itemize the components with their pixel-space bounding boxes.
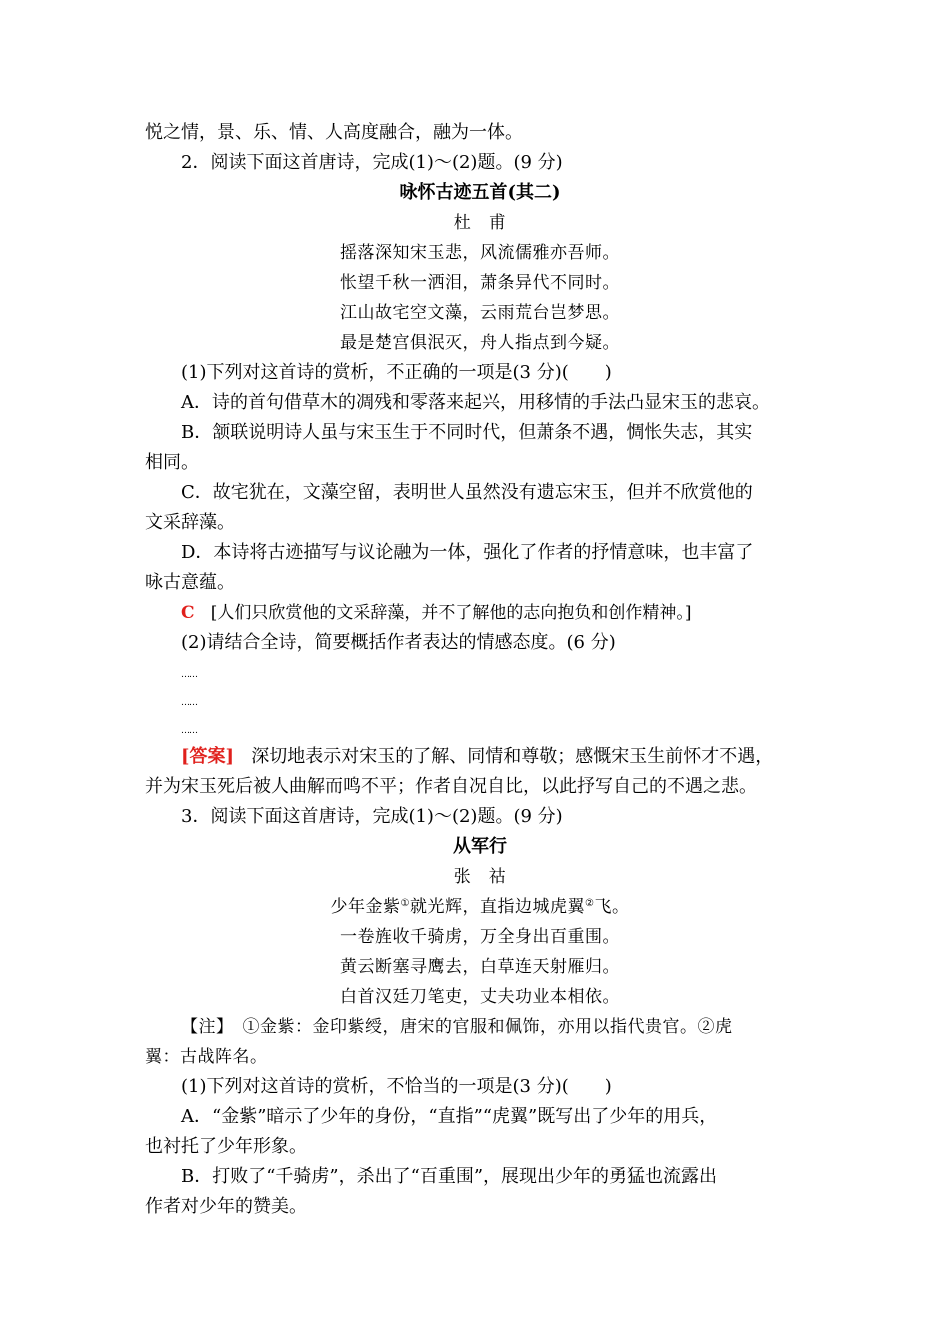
poem-1-author: 杜 甫 [453,213,507,233]
note: 【注】 ①金紫：金印紫绶，唐宋的官服和佩饰，亦用以指代贵官。②虎 [181,1017,733,1037]
answer-letter: C [181,603,195,623]
poem-1-line: 摇落深知宋玉悲，风流儒雅亦吾师。 [340,243,620,263]
poem-1-line: 最是楚宫俱泯灭，舟人指点到今疑。 [340,333,620,353]
note-cont: 翼：古战阵名。 [145,1047,268,1067]
answer-blank-line: …… [181,698,197,708]
answer-2-2 [145,742,815,772]
answer-2-2-cont: 并为宋玉死后被人曲解而鸣不平；作者自况自比，以此抒写自己的不遇之悲。 [145,776,757,797]
document-page [145,118,815,1222]
poem-1-line: 怅望千秋一洒泪，萧条异代不同时。 [340,273,620,293]
poem-2-line: 黄云断塞寻鹰去，白草连天射雁归。 [340,957,620,977]
answer-2-1 [145,598,815,628]
option-b: B．打败了“千骑虏”，杀出了“百重围”，展现出少年的勇猛也流露出 [181,1166,718,1187]
answer-label: [答案] [181,746,235,767]
option-c-cont: 文采辞藻。 [145,512,235,533]
answer-blank-line: …… [181,670,197,680]
poem-2-author: 张 祜 [453,867,507,887]
option-d: D．本诗将古迹描写与议论融为一体，强化了作者的抒情意味，也丰富了 [181,542,754,563]
question-2-intro: 2．阅读下面这首唐诗，完成(1)～(2)题。(9 分) [181,152,563,173]
option-b-cont: 作者对少年的赞美。 [145,1196,307,1217]
answer-text: 深切地表示对宋玉的了解、同情和尊敬；感慨宋玉生前怀才不遇， [251,746,774,767]
poem-1-title: 咏怀古迹五首(其二) [399,182,561,203]
option-c: C．故宅犹在，文藻空留，表明世人虽然没有遗忘宋玉，但并不欣赏他的 [181,482,753,503]
option-b-cont: 相同。 [145,452,199,473]
answer-blank-line: …… [181,726,197,736]
question-2-1: (1)下列对这首诗的赏析，不正确的一项是(3 分)( ) [181,362,612,383]
option-a-cont: 也衬托了少年形象。 [145,1136,307,1157]
question-3-1: (1)下列对这首诗的赏析，不恰当的一项是(3 分)( ) [181,1076,612,1097]
poem-2-line: 少年金紫①就光辉，直指边城虎翼②飞。 [330,897,630,917]
answer-explanation: [人们只欣赏他的文采辞藻，并不了解他的志向抱负和创作精神。] [210,603,692,623]
poem-2-line: 白首汉廷刀笔吏，丈夫功业本相依。 [340,987,620,1007]
poem-2-title: 从军行 [453,836,507,857]
option-a: A．“金紫”暗示了少年的身份，“直指”“虎翼”既写出了少年的用兵， [181,1106,718,1127]
poem-1-line: 江山故宅空文藻，云雨荒台岂梦思。 [340,303,620,323]
text-line: 悦之情，景、乐、情、人高度融合，融为一体。 [145,122,523,143]
poem-2-line: 一卷旌收千骑虏，万全身出百重围。 [340,927,620,947]
option-d-cont: 咏古意蕴。 [145,572,235,593]
question-2-2: (2)请结合全诗，简要概括作者表达的情感态度。(6 分) [181,632,616,653]
question-3-intro: 3．阅读下面这首唐诗，完成(1)～(2)题。(9 分) [181,806,563,827]
option-b: B．颔联说明诗人虽与宋玉生于不同时代，但萧条不遇，惆怅失志，其实 [181,422,753,443]
option-a: A．诗的首句借草木的凋残和零落来起兴，用移情的手法凸显宋玉的悲哀。 [181,392,770,413]
